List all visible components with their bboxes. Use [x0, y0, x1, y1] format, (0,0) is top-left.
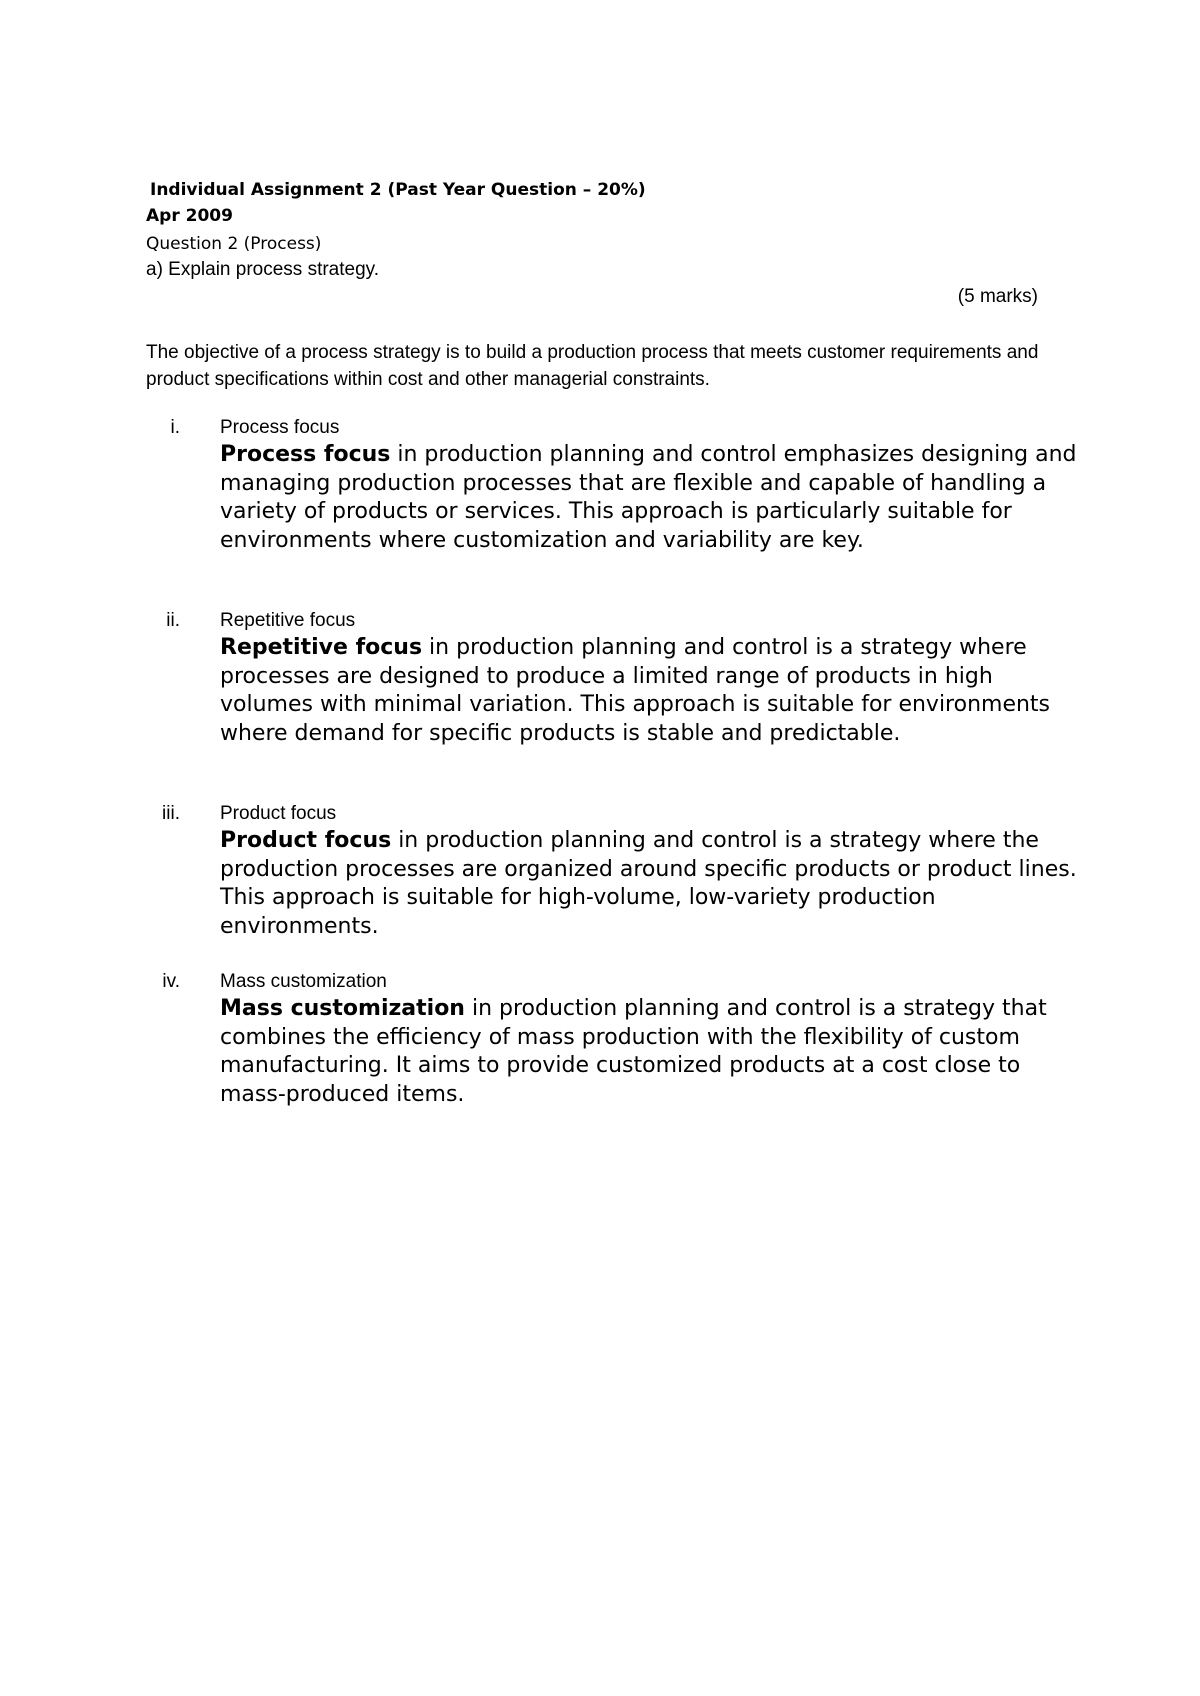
description-text: in production planning and control is a strategy where the production processes are organized around specific products or product lines. This approach is suitable for high-volume, low-variety production environments. — [220, 828, 1077, 939]
list-item-description — [220, 995, 1080, 1109]
list-item-description — [220, 634, 1080, 748]
description-text: in production planning and control is a strategy that combines the efficiency of mass production with the flexibility of custom manufacturing. It aims to provide customized products at a cost close to mass-produced items. — [220, 996, 1047, 1107]
bold-term: Product focus — [220, 828, 392, 853]
exam-date: Apr 2009 — [146, 206, 233, 226]
intro-paragraph: The objective of a process strategy is to build a production process that meets customer requirements and product specifications within cost and other managerial constraints. — [146, 342, 1039, 390]
description-text: in production planning and control is a strategy where processes are designed to produce a limited range of products in high volumes with minimal variation. This approach is suitable for environments where demand for specific products is stable and predictable. — [220, 635, 1051, 746]
list-item-heading: Repetitive focus — [220, 610, 356, 631]
marks-label: (5 marks) — [957, 286, 1038, 307]
bold-term: Repetitive focus — [220, 635, 423, 660]
list-item-heading: Process focus — [220, 417, 340, 438]
list-numeral: ii. — [166, 610, 180, 631]
list-item-description — [220, 827, 1080, 941]
list-numeral: iv. — [162, 971, 180, 992]
list-item-heading: Mass customization — [220, 971, 387, 992]
question-label: Question 2 (Process) — [146, 234, 322, 254]
list-numeral: iii. — [162, 803, 180, 824]
bold-term: Process focus — [220, 442, 391, 467]
description-text: in production planning and control emphasizes designing and managing production processes that are flexible and capable of handling a variety of products or services. This approach is particularly suitable for environments where customization and variability are key. — [220, 442, 1077, 553]
list-item-description — [220, 441, 1080, 555]
list-numeral: i. — [170, 417, 180, 438]
bold-term: Mass customization — [220, 996, 465, 1021]
question-part-text: a) Explain process strategy. — [146, 259, 380, 280]
list-item-heading: Product focus — [220, 803, 337, 824]
assignment-title: Individual Assignment 2 (Past Year Question – 20%) — [150, 180, 646, 200]
